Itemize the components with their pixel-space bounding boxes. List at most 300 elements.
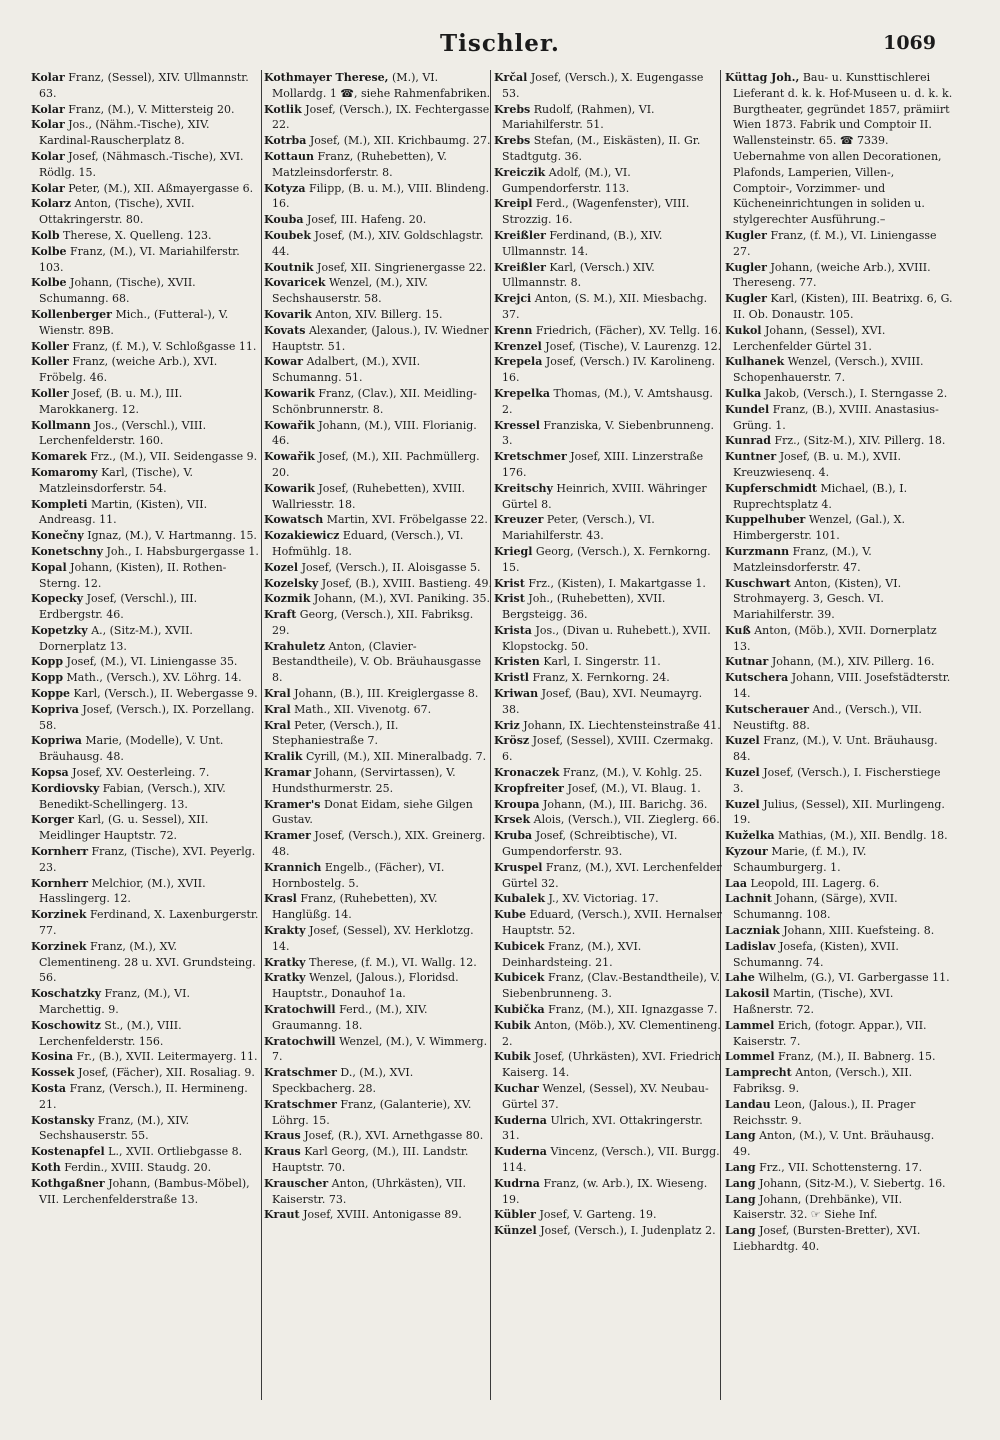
entry-details: Joh., I. Habsburgergasse 1. xyxy=(106,544,259,558)
entry-details: J., XV. Victoriag. 17. xyxy=(548,892,659,906)
directory-entry xyxy=(31,418,259,450)
entry-name: Kopecky xyxy=(31,592,84,606)
directory-entry xyxy=(264,1065,492,1097)
directory-entry xyxy=(725,876,953,892)
directory-entry xyxy=(31,528,259,544)
entry-details: Mathias, (M.), XII. Bendlg. 18. xyxy=(778,829,948,843)
entry-name: Kolar xyxy=(31,181,65,195)
entry-name: Kozakiewicz xyxy=(264,529,340,543)
entry-details: Josef, (Versch.), I. Fischerstiege 3. xyxy=(733,766,941,795)
entry-details: Vincenz, (Versch.), VII. Burgg. 114. xyxy=(502,1145,720,1174)
directory-entry xyxy=(31,765,259,781)
directory-entry xyxy=(494,323,722,339)
directory-entry xyxy=(31,497,259,529)
directory-entry xyxy=(264,70,492,102)
entry-name: Kouba xyxy=(264,213,304,227)
column-rule xyxy=(261,70,262,1400)
entry-details: Josef, (B. u. M.), XVII. Kreuzwiesenq. 4. xyxy=(733,450,901,479)
entry-details: Therese, X. Quelleng. 123. xyxy=(63,228,212,242)
entry-details: Jos., (Divan u. Ruhebett.), XVII. Klopstockg. 50. xyxy=(502,623,711,653)
entry-details: Josef, (Versch.) IV. Karolineng. 16. xyxy=(502,355,716,385)
entry-details: Josef, (M.), XIV. Goldschlagstr. 44. xyxy=(272,228,484,258)
entry-name: Kowařik xyxy=(264,450,315,464)
directory-entry xyxy=(31,591,259,623)
directory-entry xyxy=(494,891,722,907)
directory-entry xyxy=(264,860,492,892)
entry-details: Frz., (M.), VII. Seidengasse 9. xyxy=(90,450,258,464)
directory-entry xyxy=(264,828,492,860)
page-title: Tischler. xyxy=(440,30,560,57)
entry-name: Küttag Joh., xyxy=(725,71,800,84)
entry-details: Eduard, (Versch.), VI. Hofmühlg. 18. xyxy=(272,529,464,558)
entry-details: Leopold, III. Lagerg. 6. xyxy=(750,876,880,890)
directory-entry xyxy=(31,686,259,702)
directory-entry xyxy=(725,481,953,513)
entry-details: Johann, (Sitz-M.), V. Siebertg. 16. xyxy=(759,1176,946,1190)
entry-name: Kropfreiter xyxy=(494,781,564,795)
directory-entry xyxy=(264,386,492,418)
entry-details: A., (Sitz-M.), XVII. Dornerplatz 13. xyxy=(39,623,193,653)
entry-name: Kollenberger xyxy=(31,307,112,321)
entry-details: Martin, XVI. Fröbelgasse 22. xyxy=(326,513,488,527)
entry-details: Heinrich, XVIII. Währinger Gürtel 8. xyxy=(502,481,707,511)
entry-details: Adolf, (M.), VI. Gumpendorferstr. 113. xyxy=(502,165,631,195)
entry-details: Franz, (M.), XV. Clementineng. 28 u. XVI. Grundsteing. 56. xyxy=(39,939,256,985)
directory-entry xyxy=(725,1097,953,1129)
entry-details: Therese, (f. M.), VI. Wallg. 12. xyxy=(309,955,477,969)
entry-name: Krsek xyxy=(494,813,531,827)
entry-details: Anton, (Möb.), XVII. Dornerplatz 13. xyxy=(733,623,937,653)
entry-name: Kyzour xyxy=(725,845,768,859)
directory-entry xyxy=(494,544,722,576)
entry-name: Kuß xyxy=(725,623,751,637)
entry-details: Anton, (Uhrkästen), VII. Kaiserstr. 73. xyxy=(272,1176,467,1206)
entry-name: Kolbe xyxy=(31,244,67,258)
entry-details: Franz, (M.), XII. Ignazgasse 7. xyxy=(548,1003,718,1017)
directory-entry xyxy=(264,576,492,592)
entry-name: Lakosil xyxy=(725,987,770,1001)
entry-details: (M.), VI. Mollardg. 1 ☎, siehe Rahmenfabriken. xyxy=(272,71,491,100)
entry-name: Kuderna xyxy=(494,1145,547,1159)
entry-name: Kraut xyxy=(264,1208,300,1222)
entry-details: Stefan, (M., Eiskästen), II. Gr. Stadtgutg. 36. xyxy=(502,134,701,163)
entry-details: Johann, VIII. Josefstädterstr. 14. xyxy=(733,671,951,701)
directory-entry xyxy=(264,765,492,797)
entry-details: Leon, (Jalous.), II. Prager Reichsstr. 9. xyxy=(733,1097,916,1127)
directory-entry xyxy=(494,196,722,228)
directory-entry xyxy=(494,718,722,734)
directory-entry xyxy=(494,339,722,355)
entry-name: Kowar xyxy=(264,355,304,369)
entry-details: Josef, (B. u. M.), III. Marokkanerg. 12. xyxy=(39,386,183,416)
entry-name: Lachnit xyxy=(725,892,772,906)
directory-entry xyxy=(264,970,492,1002)
entry-name: Lammel xyxy=(725,1018,775,1032)
entry-details: Martin, (Tische), XVI. Haßnerstr. 72. xyxy=(733,987,894,1017)
directory-entry xyxy=(725,354,953,386)
entry-name: Kutschera xyxy=(725,671,789,685)
entry-details: Georg, (Versch.), X. Fernkorng. 15. xyxy=(502,544,711,574)
entry-name: Kronaczek xyxy=(494,766,560,780)
directory-entry xyxy=(264,354,492,386)
directory-entry xyxy=(494,686,722,718)
entry-name: Kramer xyxy=(264,829,311,843)
entry-name: Kovats xyxy=(264,323,306,337)
entry-details: Franz, (f. M.), V. Schloßgasse 11. xyxy=(72,339,257,353)
directory-entry xyxy=(264,797,492,829)
directory-entry xyxy=(31,939,259,986)
directory-entry xyxy=(31,449,259,465)
directory-entry xyxy=(31,1081,259,1113)
directory-entry xyxy=(494,70,722,102)
entry-name: Laa xyxy=(725,876,747,890)
entry-name: Koschatzky xyxy=(31,987,102,1001)
column-2 xyxy=(264,70,492,1410)
directory-entry xyxy=(31,1144,259,1160)
directory-entry xyxy=(31,781,259,813)
directory-entry xyxy=(494,765,722,781)
entry-details: Bau- u. Kunsttischlerei Lieferant d. k. k. Hof-Museen u. d. k. k. Burgtheater, gegründet 1857, prämiirt Wien 1873. Fabrik und Comptoir II. Wallensteinstr. 65. ☎ 7339. Uebernahme von allen Decorationen, Plafonds, Lamperien, Villen-, Comptoir-, Vorzimmer- und Kücheneinrichtungen in soliden u. stylgerechter Ausführung.– xyxy=(733,71,953,227)
entry-name: Kratschmer xyxy=(264,1097,337,1111)
entry-name: Kral xyxy=(264,687,291,701)
directory-entry xyxy=(264,639,492,686)
entry-details: Franz, (M.), V. Mittersteig 20. xyxy=(68,102,235,116)
directory-entry xyxy=(264,323,492,355)
entry-details: Anton, (Möb.), XV. Clementineng. 2. xyxy=(502,1018,721,1048)
entry-details: Franz, (M.), XVI. Lerchenfelder Gürtel 32. xyxy=(502,860,722,890)
entry-details: Franz, (M.), VI. Mariahilferstr. 103. xyxy=(39,244,240,274)
entry-details: Friedrich, (Fächer), XV. Tellg. 16. xyxy=(535,323,722,337)
directory-entry xyxy=(725,260,953,292)
entry-details: Franz, (Ruhebetten), XV. Hanglüßg. 14. xyxy=(272,892,438,922)
directory-entry xyxy=(31,102,259,118)
directory-entry xyxy=(725,402,953,434)
entry-name: Kosina xyxy=(31,1050,74,1064)
entry-name: Koth xyxy=(31,1160,61,1174)
directory-entry xyxy=(264,923,492,955)
directory-entry xyxy=(494,670,722,686)
entry-name: Kosta xyxy=(31,1082,67,1095)
entry-details: Josef, (Versch.), II. Aloisgasse 5. xyxy=(301,560,481,574)
entry-details: Thomas, (M.), V. Amtshausg. 2. xyxy=(502,386,713,416)
entry-details: Karl, (Kisten), III. Beatrixg. 6, G. II. Ob. Donaustr. 105. xyxy=(733,292,953,321)
entry-name: Kraus xyxy=(264,1145,301,1159)
entry-name: Kubik xyxy=(494,1050,531,1064)
entry-details: Johann, (Bambus-Möbel), VII. Lerchenfelderstraße 13. xyxy=(39,1176,250,1206)
directory-entry xyxy=(725,970,953,986)
directory-entry xyxy=(725,1049,953,1065)
entry-name: Krauscher xyxy=(264,1176,329,1190)
entry-details: Alois, (Versch.), VII. Zieglerg. 66. xyxy=(533,813,720,827)
directory-entry xyxy=(31,1018,259,1050)
entry-name: Krepelka xyxy=(494,386,550,400)
entry-details: Karl, I. Singerstr. 11. xyxy=(543,655,661,669)
entry-details: Ulrich, XVI. Ottakringerstr. 31. xyxy=(502,1113,703,1143)
entry-name: Kube xyxy=(494,908,527,922)
directory-entry xyxy=(264,512,492,528)
entry-name: Kotrba xyxy=(264,134,307,148)
entry-details: Franz, (M.), V. Kohlg. 25. xyxy=(562,766,703,780)
entry-details: Eduard, (Versch.), XVII. Hernalser Hauptstr. 52. xyxy=(502,908,722,938)
entry-details: Engelb., (Fächer), VI. Hornbostelg. 5. xyxy=(272,860,445,890)
entry-details: Franz, (M.), V. Unt. Bräuhausg. 84. xyxy=(733,734,938,764)
entry-details: Wenzel, (M.), V. Wimmerg. 7. xyxy=(272,1034,488,1064)
entry-details: Franz, (Galanterie), XV. Löhrg. 15. xyxy=(272,1097,472,1127)
entry-name: Kurzmann xyxy=(725,544,790,558)
directory-entry xyxy=(31,670,259,686)
directory-entry xyxy=(725,891,953,923)
directory-entry xyxy=(264,718,492,750)
entry-name: Korzinek xyxy=(31,908,87,922)
entry-details: Josef, (Versch.), I. Judenplatz 2. xyxy=(540,1224,716,1238)
directory-entry xyxy=(264,133,492,149)
entry-name: Koller xyxy=(31,339,69,353)
directory-entry xyxy=(264,307,492,323)
entry-details: Johann, (Kisten), II. Rothen-Sterng. 12. xyxy=(39,560,227,590)
directory-entry xyxy=(264,1128,492,1144)
entry-name: Kramar xyxy=(264,766,312,780)
entry-name: Kuzel xyxy=(725,766,760,780)
directory-entry xyxy=(494,481,722,513)
entry-details: And., (Versch.), VII. Neustiftg. 88. xyxy=(733,702,922,732)
directory-entry xyxy=(494,860,722,892)
entry-name: Kozel xyxy=(264,560,299,574)
directory-entry xyxy=(725,1128,953,1160)
entry-details: Georg, (Versch.), XII. Fabriksg. 29. xyxy=(272,608,474,637)
entry-details: Karl, (Tische), V. Matzleinsdorferstr. 54. xyxy=(39,465,193,495)
directory-entry xyxy=(31,1049,259,1065)
directory-entry xyxy=(725,733,953,765)
entry-name: Kopp xyxy=(31,671,64,685)
entry-name: Künzel xyxy=(494,1224,537,1238)
directory-entry xyxy=(264,1207,492,1223)
entry-details: Franz, (f. M.), VI. Liniengasse 27. xyxy=(733,228,937,258)
entry-details: Johann, (Drehbänke), VII. Kaiserstr. 32. ☞ Siehe Inf. xyxy=(733,1192,903,1222)
entry-name: Kretschmer xyxy=(494,450,567,464)
entry-details: Josef, XV. Oesterleing. 7. xyxy=(72,766,210,780)
entry-details: Josef, XIII. Linzerstraße 176. xyxy=(502,450,704,479)
directory-entry xyxy=(725,449,953,481)
entry-name: Kuchar xyxy=(494,1082,539,1095)
entry-details: Marie, (f. M.), IV. Schaumburgerg. 1. xyxy=(733,845,867,874)
column-1 xyxy=(31,70,259,1410)
entry-name: Lang xyxy=(725,1224,756,1238)
entry-details: Franz, (Versch.), II. Hermineng. 21. xyxy=(39,1082,248,1111)
entry-details: Ignaz, (M.), V. Hartmanng. 15. xyxy=(87,529,257,543)
directory-entry xyxy=(494,418,722,450)
entry-name: Kuzel xyxy=(725,797,760,811)
directory-entry xyxy=(725,576,953,623)
entry-details: Johann, (Tische), XVII. Schumanng. 68. xyxy=(39,276,196,306)
entry-details: Frz., (Sitz-M.), XIV. Pillerg. 18. xyxy=(774,434,946,448)
directory-entry xyxy=(725,923,953,939)
directory-entry xyxy=(264,891,492,923)
entry-name: Kolar xyxy=(31,71,65,84)
entry-name: Kreißler xyxy=(494,260,546,274)
entry-name: Kramer's xyxy=(264,797,321,811)
directory-entry xyxy=(264,481,492,513)
entry-name: Laczniak xyxy=(725,924,780,938)
entry-details: Math., (Versch.), XV. Löhrg. 14. xyxy=(66,671,242,685)
entry-name: Kovarik xyxy=(264,307,312,321)
entry-details: Peter, (Versch.), II. Stephaniestraße 7. xyxy=(272,718,399,748)
entry-name: Kollmann xyxy=(31,418,91,432)
directory-entry xyxy=(725,544,953,576)
directory-entry xyxy=(725,623,953,655)
directory-entry xyxy=(494,939,722,971)
entry-name: Krahuletz xyxy=(264,639,325,653)
entry-details: Franz, (M.), XIV. Sechshauserstr. 55. xyxy=(39,1113,190,1143)
entry-name: Kugler xyxy=(725,292,767,306)
entry-name: Kruspel xyxy=(494,860,543,874)
entry-name: Kopsa xyxy=(31,766,69,780)
entry-name: Kuželka xyxy=(725,829,775,843)
directory-entry xyxy=(725,986,953,1018)
entry-name: Koller xyxy=(31,386,69,400)
entry-details: Franz, (Tische), XVI. Peyerlg. 23. xyxy=(39,845,256,874)
entry-details: Anton, (Versch.), XII. Fabriksg. 9. xyxy=(733,1066,913,1095)
entry-details: Anton, (S. M.), XII. Miesbachg. 37. xyxy=(502,292,708,321)
entry-details: Franz, X. Fernkorng. 24. xyxy=(532,671,670,685)
directory-entry xyxy=(31,275,259,307)
entry-details: Ferd., (Wagenfenster), VIII. Strozzig. 16. xyxy=(502,197,690,227)
directory-entry xyxy=(264,102,492,134)
entry-details: Michael, (B.), I. Ruprechtsplatz 4. xyxy=(733,481,908,511)
entry-details: Donat Eidam, siehe Gilgen Gustav. xyxy=(272,797,473,827)
entry-name: Krenn xyxy=(494,323,533,337)
entry-name: Konetschny xyxy=(31,544,104,558)
directory-entry xyxy=(494,449,722,481)
directory-entry xyxy=(494,1207,722,1223)
entry-name: Kupferschmidt xyxy=(725,481,818,495)
directory-entry xyxy=(31,196,259,228)
directory-entry xyxy=(264,212,492,228)
entry-name: Kral xyxy=(264,702,291,716)
entry-name: Kundel xyxy=(725,402,770,416)
entry-name: Kratky xyxy=(264,971,306,985)
entry-details: Peter, (M.), XII. Aßmayergasse 6. xyxy=(68,181,254,195)
entry-details: Ferdinand, X. Laxenburgerstr. 77. xyxy=(39,908,259,938)
entry-details: Franz, (M.), VI. Marchettig. 9. xyxy=(39,987,190,1017)
entry-details: Johann, (M.), XIV. Pillerg. 16. xyxy=(771,655,935,669)
entry-details: Johann, (M.), VIII. Florianig. 46. xyxy=(272,418,477,448)
directory-entry xyxy=(725,1176,953,1192)
entry-name: Lommel xyxy=(725,1050,775,1064)
entry-details: Johann, XIII. Kuefsteing. 8. xyxy=(783,924,935,938)
entry-name: Lang xyxy=(725,1192,756,1206)
directory-entry xyxy=(494,165,722,197)
entry-details: Josef, (Sessel), XVIII. Czermakg. 6. xyxy=(502,734,714,764)
directory-entry xyxy=(494,654,722,670)
entry-name: Krista xyxy=(494,623,532,637)
entry-details: Josef, (Versch.), XIX. Greinerg. 48. xyxy=(272,829,486,859)
entry-details: Franz, (Ruhebetten), V. Matzleinsdorferstr. 8. xyxy=(272,149,447,179)
entry-name: Kuntner xyxy=(725,450,777,464)
entry-details: Mich., (Futteral-), V. Wienstr. 89B. xyxy=(39,307,229,337)
column-3 xyxy=(494,70,722,1410)
entry-name: Kraft xyxy=(264,608,297,622)
entry-name: Korger xyxy=(31,813,74,827)
entry-name: Kottaun xyxy=(264,149,314,163)
directory-entry xyxy=(725,670,953,702)
entry-details: Math., XII. Vivenotg. 67. xyxy=(294,702,432,716)
directory-entry xyxy=(264,1034,492,1066)
entry-name: Landau xyxy=(725,1097,771,1111)
directory-entry xyxy=(494,970,722,1002)
entry-details: Josef, (Uhrkästen), XVI. Friedrich Kaiserg. 14. xyxy=(502,1050,722,1080)
entry-name: Krannich xyxy=(264,860,322,874)
entry-details: Josef, (Ruhebetten), XVIII. Wallriesstr. 18. xyxy=(272,481,466,511)
directory-entry xyxy=(494,1113,722,1145)
entry-name: Kossek xyxy=(31,1066,75,1080)
directory-entry xyxy=(31,354,259,386)
directory-entry xyxy=(31,70,259,102)
directory-entry xyxy=(31,544,259,560)
directory-entry xyxy=(725,291,953,323)
entry-details: Anton, XIV. Billerg. 15. xyxy=(315,307,443,321)
directory-entry xyxy=(31,733,259,765)
entry-name: Kubicek xyxy=(494,971,545,985)
entry-details: Ferdinand, (B.), XIV. Ullmannstr. 14. xyxy=(502,228,663,258)
entry-name: Kreiczik xyxy=(494,165,546,179)
directory-entry xyxy=(494,1002,722,1018)
entry-name: Kotlik xyxy=(264,102,302,116)
entry-name: Lamprecht xyxy=(725,1066,792,1080)
entry-name: Komarek xyxy=(31,450,87,464)
entry-name: Kuzel xyxy=(725,734,760,748)
entry-details: Josef, (B.), XVIII. Bastieng. 49. xyxy=(321,576,492,590)
page-number: 1069 xyxy=(883,32,936,54)
entry-details: Franz, (B.), XVIII. Anastasius-Grüng. 1. xyxy=(733,402,939,432)
entry-name: Kratochwill xyxy=(264,1034,336,1048)
directory-entry xyxy=(725,1223,953,1255)
entry-name: Kornherr xyxy=(31,845,89,859)
entry-details: Franz, (w. Arb.), IX. Wieseng. 19. xyxy=(502,1176,708,1206)
entry-details: Josef, (Bursten-Bretter), XVI. Liebhardtg. 40. xyxy=(733,1224,921,1253)
entry-name: Kunrad xyxy=(725,434,771,448)
entry-name: Kruba xyxy=(494,829,533,843)
directory-entry xyxy=(264,1097,492,1129)
entry-name: Komaromy xyxy=(31,465,98,479)
entry-details: Anton, (Clavier-Bestandtheile), V. Ob. Bräuhausgasse 8. xyxy=(272,639,482,685)
directory-entry xyxy=(494,781,722,797)
directory-entry xyxy=(31,1113,259,1145)
entry-details: Franziska, V. Siebenbrunneng. 3. xyxy=(502,418,715,448)
directory-entry xyxy=(31,386,259,418)
entry-name: Kukol xyxy=(725,323,762,337)
entry-name: Koubek xyxy=(264,228,311,242)
directory-entry xyxy=(264,528,492,560)
entry-details: Anton, (M.), V. Unt. Bräuhausg. 49. xyxy=(733,1129,935,1159)
entry-details: Martin, (Kisten), VII. Andreasg. 11. xyxy=(39,497,208,527)
entry-name: Krebs xyxy=(494,102,531,116)
directory-entry xyxy=(31,876,259,908)
entry-details: Franz, (weiche Arb.), XVI. Fröbelg. 46. xyxy=(39,355,218,385)
entry-name: Kostenapfel xyxy=(31,1145,105,1159)
entry-name: Lang xyxy=(725,1176,756,1190)
entry-details: Josef, (Tische), V. Laurenzg. 12. xyxy=(545,339,722,353)
entry-details: Adalbert, (M.), XVII. Schumanng. 51. xyxy=(272,355,421,385)
entry-name: Kutscherauer xyxy=(725,702,809,716)
entry-details: Josef, V. Garteng. 19. xyxy=(539,1208,657,1222)
directory-entry xyxy=(494,591,722,623)
entry-name: Kolar xyxy=(31,149,65,163)
entry-details: Josefa, (Kisten), XVII. Schumanng. 74. xyxy=(733,939,899,969)
directory-entry xyxy=(494,386,722,418)
entry-details: Josef, XVIII. Antonigasse 89. xyxy=(303,1208,462,1222)
entry-name: Korzinek xyxy=(31,939,87,953)
directory-entry xyxy=(725,1065,953,1097)
